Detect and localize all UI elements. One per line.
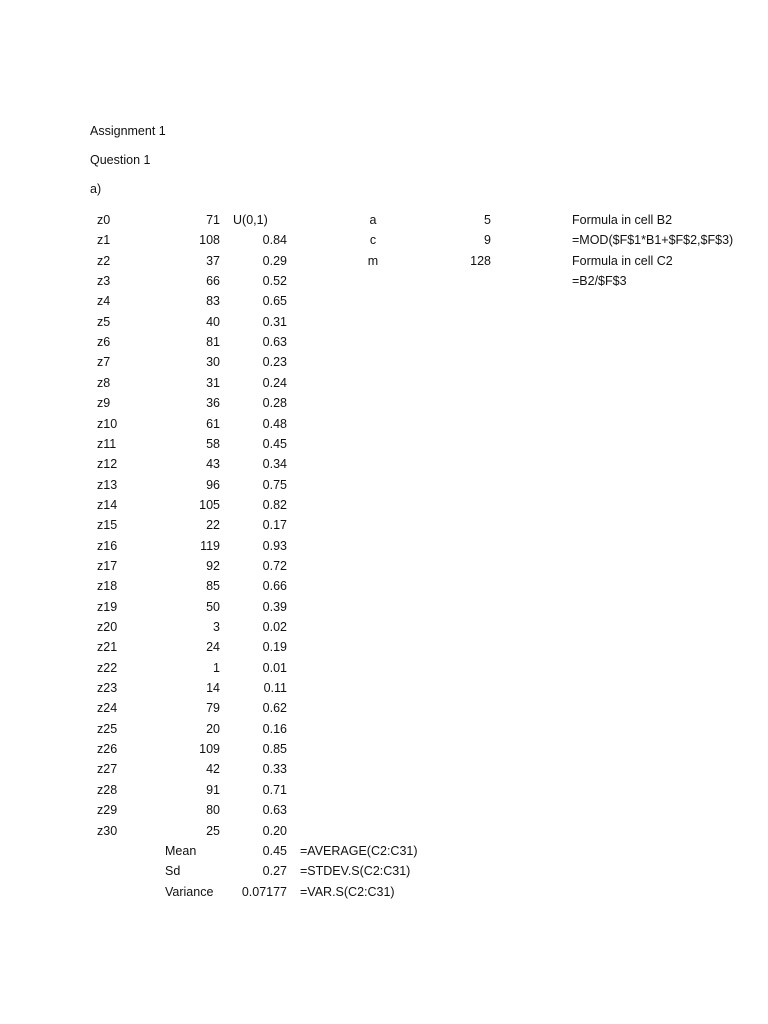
row-label: z16 (97, 539, 118, 553)
row-label: z6 (97, 335, 111, 349)
row-uniform: 0.71 (262, 783, 287, 797)
row-value: 42 (206, 762, 220, 776)
row-label: z0 (97, 213, 111, 227)
row-uniform: 0.62 (262, 701, 287, 715)
row-label: z13 (97, 478, 118, 492)
row-label: z21 (97, 640, 118, 654)
row-label: z26 (97, 742, 118, 756)
row-uniform: 0.93 (262, 539, 287, 553)
row-uniform: 0.01 (262, 661, 287, 675)
row-uniform: 0.16 (262, 722, 287, 736)
part-label: a) (90, 182, 102, 196)
row-value: 119 (200, 539, 220, 553)
row-value: 108 (199, 233, 220, 247)
row-label: z9 (97, 396, 111, 410)
row-uniform: 0.28 (262, 396, 287, 410)
row-label: z11 (97, 437, 117, 451)
row-label: z12 (97, 457, 118, 471)
row-label: z15 (97, 518, 118, 532)
row-uniform: 0.24 (262, 376, 287, 390)
row-value: 71 (206, 213, 220, 227)
formula-note: Formula in cell B2 (572, 213, 673, 227)
row-uniform: 0.72 (262, 559, 287, 573)
row-label: z25 (97, 722, 118, 736)
row-label: z7 (97, 355, 111, 369)
row-uniform: 0.82 (262, 498, 287, 512)
formula-note: =MOD($F$1*B1+$F$2,$F$3) (572, 233, 734, 247)
row-label: z29 (97, 803, 118, 817)
row-value: 66 (206, 274, 220, 288)
question-heading: Question 1 (90, 153, 151, 167)
stat-value: 0.07177 (241, 885, 287, 899)
row-label: z20 (97, 620, 118, 634)
row-uniform: 0.84 (262, 233, 287, 247)
row-uniform: 0.85 (262, 742, 287, 756)
row-value: 81 (206, 335, 220, 349)
parameter-value: 5 (484, 213, 491, 227)
row-value: 22 (206, 518, 220, 532)
row-uniform: 0.19 (262, 640, 287, 654)
row-value: 3 (213, 620, 220, 634)
row-value: 36 (206, 396, 220, 410)
row-value: 83 (206, 294, 220, 308)
u-column-header: U(0,1) (233, 213, 268, 227)
row-label: z17 (97, 559, 118, 573)
formula-note: Formula in cell C2 (572, 254, 673, 268)
row-label: z19 (97, 600, 118, 614)
row-uniform: 0.63 (262, 803, 287, 817)
row-value: 91 (206, 783, 220, 797)
row-value: 80 (206, 803, 220, 817)
row-label: z2 (97, 254, 111, 268)
row-value: 31 (206, 376, 220, 390)
row-label: z1 (97, 233, 111, 247)
stat-label: Variance (165, 885, 214, 899)
row-label: z27 (97, 762, 118, 776)
row-value: 20 (206, 722, 220, 736)
row-uniform: 0.34 (262, 457, 287, 471)
stat-formula: =VAR.S(C2:C31) (300, 885, 395, 899)
parameter-value: 128 (470, 254, 491, 268)
row-value: 79 (206, 701, 220, 715)
row-uniform: 0.45 (262, 437, 287, 451)
row-uniform: 0.02 (262, 620, 287, 634)
row-label: z3 (97, 274, 111, 288)
row-uniform: 0.33 (262, 762, 287, 776)
formula-note: =B2/$F$3 (572, 274, 627, 288)
row-label: z4 (97, 294, 111, 308)
row-label: z24 (97, 701, 118, 715)
stat-label: Sd (165, 864, 181, 878)
row-value: 92 (206, 559, 220, 573)
row-uniform: 0.29 (262, 254, 287, 268)
row-uniform: 0.75 (262, 478, 287, 492)
row-uniform: 0.66 (262, 579, 287, 593)
row-uniform: 0.20 (262, 824, 287, 838)
row-value: 109 (199, 742, 220, 756)
parameter-name: c (369, 233, 377, 247)
row-label: z23 (97, 681, 118, 695)
row-label: z28 (97, 783, 118, 797)
row-value: 58 (206, 437, 220, 451)
doc-title: Assignment 1 (90, 124, 166, 138)
stat-value: 0.45 (262, 844, 287, 858)
row-value: 25 (206, 824, 220, 838)
row-label: z22 (97, 661, 118, 675)
row-uniform: 0.39 (262, 600, 287, 614)
parameter-value: 9 (484, 233, 491, 247)
row-label: z30 (97, 824, 118, 838)
row-value: 61 (206, 417, 220, 431)
row-value: 105 (199, 498, 220, 512)
stat-formula: =STDEV.S(C2:C31) (300, 864, 411, 878)
stat-value: 0.27 (262, 864, 287, 878)
row-value: 40 (206, 315, 220, 329)
row-value: 37 (206, 254, 220, 268)
row-label: z14 (97, 498, 118, 512)
parameter-name: a (369, 213, 377, 227)
row-uniform: 0.65 (262, 294, 287, 308)
row-uniform: 0.52 (262, 274, 287, 288)
row-value: 96 (206, 478, 220, 492)
row-uniform: 0.23 (262, 355, 287, 369)
row-value: 50 (206, 600, 220, 614)
row-label: z8 (97, 376, 111, 390)
row-value: 24 (206, 640, 220, 654)
stat-formula: =AVERAGE(C2:C31) (300, 844, 418, 858)
row-label: z5 (97, 315, 111, 329)
row-value: 14 (206, 681, 220, 695)
stat-label: Mean (165, 844, 197, 858)
row-value: 30 (206, 355, 220, 369)
row-uniform: 0.63 (262, 335, 287, 349)
row-label: z10 (97, 417, 118, 431)
parameter-name: m (367, 254, 379, 268)
row-value: 1 (213, 661, 220, 675)
row-label: z18 (97, 579, 118, 593)
row-uniform: 0.11 (263, 681, 287, 695)
row-value: 43 (206, 457, 220, 471)
row-uniform: 0.17 (262, 518, 287, 532)
row-value: 85 (206, 579, 220, 593)
row-uniform: 0.31 (262, 315, 287, 329)
row-uniform: 0.48 (262, 417, 287, 431)
